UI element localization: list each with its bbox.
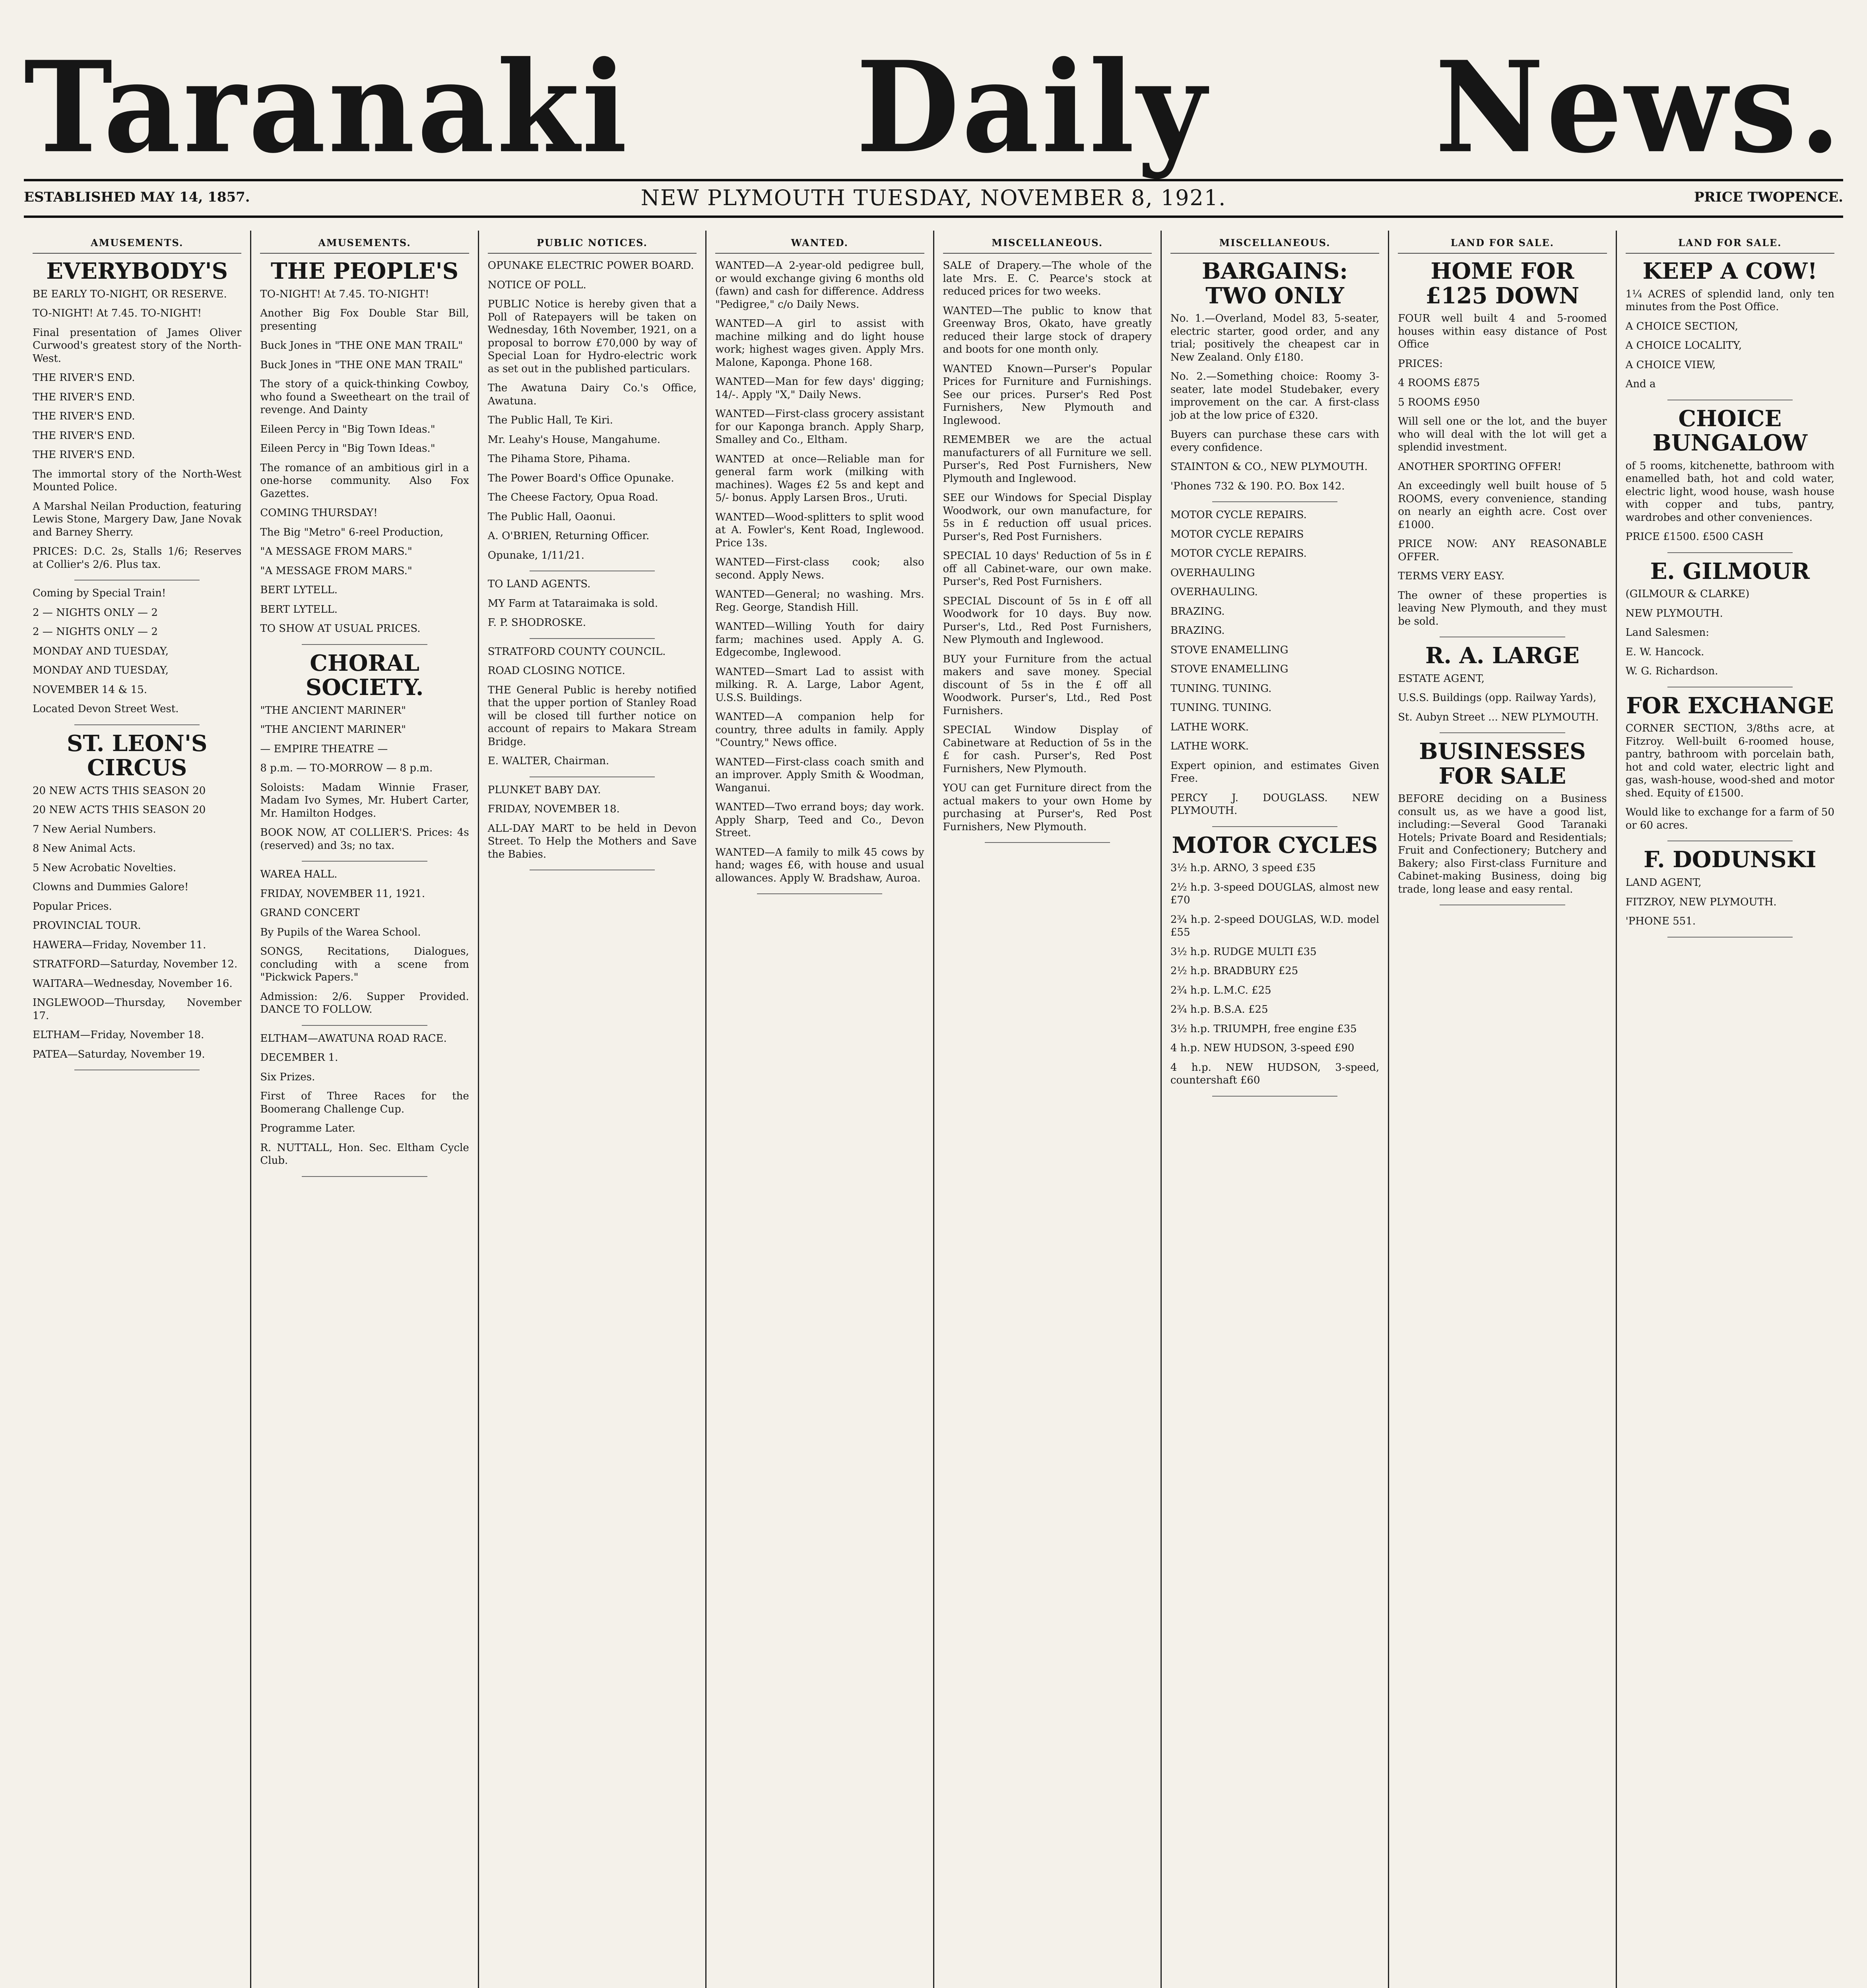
ad-line: WANTED—A family to milk 45 cows by hand; wages £6, with house and usual allowances. Apply W. Bradshaw, Auroa. <box>715 846 924 884</box>
ad-line: MONDAY AND TUESDAY, <box>33 645 169 657</box>
ad-line: 7 New Aerial Numbers. <box>33 823 156 835</box>
ad-line: Will sell one or the lot, and the buyer who will deal with the lot will get a splendid investment. <box>1398 415 1607 454</box>
newspaper-columns <box>24 231 1843 1988</box>
ad-line: NOTICE OF POLL. <box>487 279 586 291</box>
ad-line: THE General Public is hereby notified that the upper portion of Stanley Road will be closed till further notice on account of repairs to Makara Stream Bridge. <box>487 684 697 748</box>
ad-line: Opunake, 1/11/21. <box>487 549 584 561</box>
ad-line: The story of a quick-thinking Cowboy, who found a Sweetheart on the trail of revenge. And Dainty <box>260 378 469 416</box>
ad-separator <box>74 724 200 725</box>
ad-line: The Cheese Factory, Opua Road. <box>487 491 658 503</box>
column-4 <box>706 231 934 1988</box>
column-2 <box>251 231 479 1988</box>
ad-line: PRICE £1500. £500 CASH <box>1625 531 1764 543</box>
column-heading: PUBLIC NOTICES. <box>488 235 697 254</box>
ad-line: The Awatuna Dairy Co.'s Office, Awatuna. <box>487 382 697 407</box>
ad-line: First of Three Races for the Boomerang Challenge Cup. <box>260 1090 469 1115</box>
ad-line: The Public Hall, Te Kiri. <box>487 414 613 426</box>
ad-line: 8 p.m. — TO-MORROW — 8 p.m. <box>260 762 433 775</box>
ad-line: BEFORE deciding on a Business consult us, as we have a good list, including:—Several Good Taranaki Hotels; Private Board and Residentials; Fruit and Confectionery; Butchery and Bakery; also First-class Furniture and Cabinet-making Business, doing big trade, long lease and easy rental. <box>1398 793 1607 895</box>
ad-line: Clowns and Dummies Galore! <box>33 881 189 893</box>
ad-line: SPECIAL 10 days' Reduction of 5s in £ off all Cabinet-ware, our own make. Purser's, Red Post Furnishers. <box>943 550 1152 588</box>
ad-line: 'PHONE 551. <box>1625 915 1696 928</box>
ad-line: "THE ANCIENT MARINER" <box>260 724 406 736</box>
ad-block <box>1626 848 1834 928</box>
ad-line: Mr. Leahy's House, Mangahume. <box>487 433 660 446</box>
ad-line: OVERHAULING <box>1170 567 1255 579</box>
ad-headline: E. GILMOUR <box>1650 558 1810 584</box>
ad-line: TERMS VERY EASY. <box>1398 570 1505 582</box>
ad-line: PRICE NOW: ANY REASONABLE OFFER. <box>1398 538 1607 563</box>
ad-line: THE RIVER'S END. <box>33 429 135 442</box>
ad-line: WANTED—Smart Lad to assist with milking. R. A. Large, Labor Agent, U.S.S. Buildings. <box>715 666 924 704</box>
ad-line: MY Farm at Tataraimaka is sold. <box>487 597 658 610</box>
column-5 <box>934 231 1162 1988</box>
column-heading: AMUSEMENTS. <box>33 235 241 254</box>
ad-separator <box>302 861 427 862</box>
ad-line: 2 — NIGHTS ONLY — 2 <box>33 606 158 619</box>
ad-line: TO-NIGHT! At 7.45. TO-NIGHT! <box>260 288 429 300</box>
ad-line: NOVEMBER 14 & 15. <box>33 683 147 696</box>
ad-line: R. NUTTALL, Hon. Sec. Eltham Cycle Club. <box>260 1142 469 1167</box>
ad-separator <box>302 1025 427 1026</box>
ad-block <box>33 732 241 1061</box>
ad-line: A. O'BRIEN, Returning Officer. <box>487 530 650 542</box>
ad-line: The romance of an ambitious girl in a one-horse community. Also Fox Gazettes. <box>260 462 469 500</box>
ad-separator <box>1212 1096 1337 1097</box>
ad-line: "A MESSAGE FROM MARS." <box>260 565 412 577</box>
dateline <box>24 179 1843 218</box>
ad-line: The immortal story of the North-West Mounted Police. <box>33 468 242 493</box>
ad-separator <box>1212 501 1337 502</box>
ad-line: 20 NEW ACTS THIS SEASON 20 <box>33 804 206 816</box>
ad-block <box>260 868 469 1016</box>
ad-line: 4 h.p. NEW HUDSON, 3-speed £90 <box>1170 1042 1355 1054</box>
ad-line: THE RIVER'S END. <box>33 410 135 423</box>
ad-line: PUBLIC Notice is hereby given that a Poll of Ratepayers will be taken on Wednesday, 16th November, 1921, on a proposal to borrow £70,000 by way of Special Loan for Hydro-electric work as set out in the published particulars. <box>487 298 697 375</box>
ad-line: TUNING. TUNING. <box>1170 682 1272 695</box>
ad-line: WANTED—Wood-splitters to split wood at A. Fowler's, Kent Road, Inglewood. Price 13s. <box>715 511 924 549</box>
ad-line: PRICES: D.C. 2s, Stalls 1/6; Reserves at Collier's 2/6. Plus tax. <box>33 546 242 571</box>
ad-line: 20 NEW ACTS THIS SEASON 20 <box>33 784 206 797</box>
ad-line: 2½ h.p. 3-speed DOUGLAS, almost new £70 <box>1170 881 1380 907</box>
ad-line: BERT LYTELL. <box>260 603 338 615</box>
ad-line: The owner of these properties is leaving New Plymouth, and they must be sold. <box>1398 589 1607 627</box>
ad-line: ELTHAM—Friday, November 18. <box>33 1029 204 1041</box>
ad-line: BRAZING. <box>1170 625 1225 637</box>
ad-line: "A MESSAGE FROM MARS." <box>260 546 412 558</box>
ad-line: WANTED Known—Purser's Popular Prices for Furniture and Furnishings. See our prices. Purser's Red Post Furnishers, New Plymouth and Inglewood. <box>943 363 1152 427</box>
ad-block <box>1170 259 1379 493</box>
ad-line: A CHOICE SECTION, <box>1625 320 1738 332</box>
ad-block <box>33 587 241 716</box>
ad-line: SEE our Windows for Special Display Woodwork, our own manufacture, for 5s in £ reduction off usual prices. Purser's, Red Post Furnishers. <box>943 492 1152 543</box>
ad-separator <box>530 638 655 639</box>
ad-line: Six Prizes. <box>260 1071 315 1083</box>
ad-line: A Marshal Neilan Production, featuring Lewis Stone, Margery Daw, Jane Novak and Barney Sherry. <box>33 500 242 538</box>
ad-line: PATEA—Saturday, November 19. <box>33 1048 205 1060</box>
ad-line: FITZROY, NEW PLYMOUTH. <box>1625 896 1777 908</box>
ad-line: Eileen Percy in "Big Town Ideas." <box>260 423 435 435</box>
ad-line: 1¼ ACRES of splendid land, only ten minutes from the Post Office. <box>1625 288 1834 313</box>
ad-line: Final presentation of James Oliver Curwood's greatest story of the North-West. <box>33 326 242 365</box>
ad-line: STAINTON & CO., NEW PLYMOUTH. <box>1170 461 1368 473</box>
ad-line: E. W. Hancock. <box>1625 646 1704 658</box>
ad-line: STOVE ENAMELLING <box>1170 663 1289 676</box>
ad-line: STRATFORD—Saturday, November 12. <box>33 958 238 971</box>
ad-block <box>1626 559 1834 678</box>
ad-line: WANTED—The public to know that Greenway Bros, Okato, have greatly reduced their large stock of drapery and boots for one month only. <box>943 305 1152 355</box>
ad-line: WANTED—First-class cook; also second. Apply News. <box>715 556 924 581</box>
ad-block <box>488 578 697 629</box>
ad-line: ALL-DAY MART to be held in Devon Street. To Help the Mothers and Save the Babies. <box>487 822 697 860</box>
ad-line: MOTOR CYCLE REPAIRS. <box>1170 547 1307 560</box>
ad-separator <box>985 842 1110 843</box>
established-note: ESTABLISHED MAY 14, 1857. <box>24 189 250 205</box>
ad-line: STOVE ENAMELLING <box>1170 644 1289 656</box>
ad-line: MOTOR CYCLE REPAIRS. <box>1170 509 1307 521</box>
ad-line: An exceedingly well built house of 5 ROOMS, every convenience, standing on nearly an eighth acre. Cost over £1000. <box>1398 480 1607 531</box>
ad-line: 2¾ h.p. 2-speed DOUGLAS, W.D. model £55 <box>1170 913 1380 939</box>
ad-line: Coming by Special Train! <box>33 587 166 600</box>
ad-line: PROVINCIAL TOUR. <box>33 920 141 932</box>
ad-headline: F. DODUNSKI <box>1644 846 1817 873</box>
ad-line: WANTED—A girl to assist with machine milking and do light house work; highest wages given. Apply Mrs. Malone, Kaponga. Phone 168. <box>715 318 924 369</box>
ad-line: ROAD CLOSING NOTICE. <box>487 665 625 677</box>
ad-block <box>488 784 697 861</box>
ad-line: Buyers can purchase these cars with every confidence. <box>1170 429 1380 454</box>
ad-line: SPECIAL Discount of 5s in £ off all Woodwork for 10 days. Buy now. Purser's, Ltd., Red Post Furnishers, New Plymouth and Inglewood. <box>943 595 1152 646</box>
ad-block <box>488 645 697 768</box>
ad-line: Buck Jones in "THE ONE MAN TRAIL" <box>260 340 463 352</box>
ad-block <box>488 259 697 562</box>
ad-line: E. WALTER, Chairman. <box>487 755 609 767</box>
ad-line: SALE of Drapery.—The whole of the late Mrs. E. C. Pearce's stock at reduced prices for two weeks. <box>943 260 1152 297</box>
ad-line: U.S.S. Buildings (opp. Railway Yards), <box>1398 692 1597 704</box>
ad-line: PRICES: <box>1398 357 1443 370</box>
ad-line: 4 ROOMS £875 <box>1398 377 1480 389</box>
ad-line: Popular Prices. <box>33 900 112 912</box>
ad-line: ANOTHER SPORTING OFFER! <box>1398 460 1562 473</box>
ad-separator <box>1212 826 1337 827</box>
ad-line: Land Salesmen: <box>1625 627 1709 639</box>
ad-line: Admission: 2/6. Supper Provided. DANCE TO FOLLOW. <box>260 990 469 1016</box>
ad-block <box>1626 694 1834 832</box>
ad-line: 3½ h.p. ARNO, 3 speed £35 <box>1170 862 1316 874</box>
ad-line: And a <box>1625 378 1656 390</box>
ad-headline: MOTOR CYCLES <box>1172 832 1378 858</box>
ad-line: REMEMBER we are the actual manufacturers of all Furniture we sell. Purser's, Red Post Furnishers, New Plymouth and Inglewood. <box>943 434 1152 485</box>
ad-line: 3½ h.p. RUDGE MULTI £35 <box>1170 945 1317 958</box>
ad-line: The Pihama Store, Pihama. <box>487 453 631 465</box>
ad-line: THE RIVER'S END. <box>33 391 135 403</box>
title-word-2: Daily <box>856 33 1209 181</box>
ad-separator <box>302 1176 427 1177</box>
ad-line: 'Phones 732 & 190. P.O. Box 142. <box>1170 480 1345 492</box>
ad-headline: R. A. LARGE <box>1425 643 1580 669</box>
ad-line: WANTED—Man for few days' digging; 14/-. Apply "X," Daily News. <box>715 376 924 401</box>
column-heading: LAND FOR SALE. <box>1626 235 1834 254</box>
ad-line: 4 h.p. NEW HUDSON, 3-speed, countershaft £60 <box>1170 1061 1380 1087</box>
ad-line: MONDAY AND TUESDAY, <box>33 664 169 677</box>
ad-line: A CHOICE VIEW, <box>1625 359 1716 371</box>
ad-headline: KEEP A COW! <box>1642 258 1818 284</box>
ad-line: WANTED—A 2-year-old pedigree bull, or would exchange giving 6 months old (fawn) and cash for difference. Address "Pedigree," c/o Daily News. <box>715 260 924 311</box>
ad-line: THE RIVER'S END. <box>33 449 135 461</box>
ad-line: WANTED—Willing Youth for dairy farm; machines used. Apply A. G. Edgecombe, Inglewood. <box>715 621 924 658</box>
ad-line: — EMPIRE THEATRE — <box>260 743 388 755</box>
ad-line: WANTED at once—Reliable man for general farm work (milking with machines). Wages £2 5s and kept and 5/- bonus. Apply Larsen Bros., Uruti. <box>715 453 924 504</box>
ad-separator <box>1440 732 1565 733</box>
ad-line: CORNER SECTION, 3/8ths acre, at Fitzroy. Well-built 6-roomed house, pantry, bathroom with porcelain bath, hot and cold water, electric light and gas, wash-house, wood-shed and motor shed. Equity of £1500. <box>1625 722 1834 799</box>
ad-line: 5 ROOMS £950 <box>1398 396 1480 408</box>
ad-line: MOTOR CYCLE REPAIRS <box>1170 528 1304 540</box>
column-8 <box>1617 231 1843 1988</box>
column-1 <box>24 231 251 1988</box>
masthead <box>24 16 1843 181</box>
ad-line: "THE ANCIENT MARINER" <box>260 704 406 716</box>
ad-headline: FOR EXCHANGE <box>1626 692 1834 719</box>
ad-block <box>1626 259 1834 391</box>
ad-line: No. 2.—Something choice: Roomy 3-seater, late model Studebaker, every improvement on the car. A first-class job at the low price of £320. <box>1170 371 1380 421</box>
ad-block <box>715 259 924 885</box>
ad-line: WANTED—Two errand boys; day work. Apply Sharp, Teed and Co., Devon Street. <box>715 801 924 839</box>
column-heading: MISCELLANEOUS. <box>1170 235 1379 254</box>
ad-separator <box>1667 937 1793 938</box>
ad-block <box>260 651 469 852</box>
ad-line: BE EARLY TO-NIGHT, OR RESERVE. <box>33 288 227 300</box>
ad-line: 8 New Animal Acts. <box>33 843 136 855</box>
ad-headline: CHOICE BUNGALOW <box>1652 405 1808 456</box>
ad-line: Would like to exchange for a farm of 50 or 60 acres. <box>1625 806 1834 831</box>
ad-line: The Public Hall, Oaonui. <box>487 511 616 523</box>
ad-block <box>1398 259 1607 628</box>
ad-line: Located Devon Street West. <box>33 703 179 715</box>
ad-headline: THE PEOPLE'S <box>271 258 459 284</box>
ad-block <box>260 259 469 635</box>
ad-line: THE RIVER'S END. <box>33 372 135 384</box>
ad-line: (GILMOUR & CLARKE) <box>1625 588 1750 600</box>
ad-line: GRAND CONCERT <box>260 907 360 919</box>
ad-headline: HOME FOR £125 DOWN <box>1425 258 1580 309</box>
ad-line: STRATFORD COUNTY COUNCIL. <box>487 645 666 658</box>
ad-line: WAITARA—Wednesday, November 16. <box>33 977 233 990</box>
ad-separator <box>302 644 427 645</box>
ad-line: 3½ h.p. TRIUMPH, free engine £35 <box>1170 1023 1357 1035</box>
ad-block <box>260 1032 469 1167</box>
issue-date: NEW PLYMOUTH TUESDAY, NOVEMBER 8, 1921. <box>640 185 1227 210</box>
ad-line: No. 1.—Overland, Model 83, 5-seater, electric starter, good order, and any trial; positively the cheapest car in New Zealand. Only £180. <box>1170 313 1380 363</box>
ad-line: Programme Later. <box>260 1122 355 1135</box>
ad-line: FRIDAY, NOVEMBER 18. <box>487 803 620 815</box>
ad-line: 2½ h.p. BRADBURY £25 <box>1170 965 1298 977</box>
ad-line: PLUNKET BABY DAY. <box>487 784 601 796</box>
ad-line: The Power Board's Office Opunake. <box>487 472 674 484</box>
ad-line: ESTATE AGENT, <box>1398 672 1485 685</box>
ad-block <box>33 259 241 571</box>
ad-line: Expert opinion, and estimates Given Free. <box>1170 759 1380 785</box>
ad-line: TUNING. TUNING. <box>1170 702 1272 714</box>
ad-line: TO-NIGHT! At 7.45. TO-NIGHT! <box>33 307 202 320</box>
ad-line: F. P. SHODROSKE. <box>487 617 586 629</box>
ad-line: of 5 rooms, kitchenette, bathroom with enamelled bath, hot and cold water, electric light, wood house, wash house with copper and tubs, pantry, wardrobes and other conveniences. <box>1625 460 1834 524</box>
column-heading: MISCELLANEOUS. <box>943 235 1152 254</box>
column-heading: AMUSEMENTS. <box>260 235 469 254</box>
ad-line: 2 — NIGHTS ONLY — 2 <box>33 626 158 638</box>
ad-line: LATHE WORK. <box>1170 721 1249 733</box>
ad-line: 2¾ h.p. L.M.C. £25 <box>1170 984 1271 996</box>
ad-line: HAWERA—Friday, November 11. <box>33 939 206 951</box>
ad-line: Eileen Percy in "Big Town Ideas." <box>260 443 435 455</box>
ad-separator <box>757 893 882 894</box>
ad-line: WANTED—First-class coach smith and an improver. Apply Smith & Woodman, Wanganui. <box>715 756 924 794</box>
ad-line: SPECIAL Window Display of Cabinetware at Reduction of 5s in the £ for cash. Purser's, Red Post Furnishers, New Plymouth. <box>943 724 1152 775</box>
ad-headline: ST. LEON'S CIRCUS <box>66 730 208 781</box>
ad-line: YOU can get Furniture direct from the actual makers to your own Home by purchasing at Purser's, Red Post Furnishers, New Plymouth. <box>943 782 1152 833</box>
column-7 <box>1389 231 1617 1988</box>
title-word-1: Taranaki <box>24 33 630 181</box>
title-word-3: News. <box>1435 33 1843 181</box>
ad-line: BERT LYTELL. <box>260 584 338 596</box>
ad-line: OPUNAKE ELECTRIC POWER BOARD. <box>487 260 694 272</box>
ad-line: WANTED—General; no washing. Mrs. Reg. George, Standish Hill. <box>715 588 924 613</box>
ad-line: BRAZING. <box>1170 605 1225 617</box>
ad-line: WANTED—A companion help for country, three adults in family. Apply "Country," News office. <box>715 711 924 749</box>
ad-line: St. Aubyn Street ... NEW PLYMOUTH. <box>1398 711 1599 723</box>
ad-headline: EVERYBODY'S <box>46 258 228 284</box>
ad-line: PERCY J. DOUGLASS. NEW PLYMOUTH. <box>1170 792 1380 817</box>
column-heading: WANTED. <box>715 235 924 254</box>
ad-block <box>943 259 1152 833</box>
ad-line: BUY your Furniture from the actual makers and save money. Special discount of 5s in the £ off all Woodwork. Purser's, Ltd., Red Post Furnishers. <box>943 653 1152 717</box>
ad-line: The Big "Metro" 6-reel Production, <box>260 526 444 538</box>
ad-line: SONGS, Recitations, Dialogues, concluding with a scene from "Pickwick Papers." <box>260 945 469 984</box>
ad-line: DECEMBER 1. <box>260 1052 338 1064</box>
ad-line: WANTED—First-class grocery assistant for our Kaponga branch. Apply Sharp, Smalley and Co., Eltham. <box>715 408 924 446</box>
ad-headline: BARGAINS: TWO ONLY <box>1202 258 1348 309</box>
ad-line: By Pupils of the Warea School. <box>260 926 421 938</box>
ad-line: FRIDAY, NOVEMBER 11, 1921. <box>260 887 425 900</box>
ad-block <box>1398 740 1607 896</box>
ad-line: A CHOICE LOCALITY, <box>1625 340 1742 352</box>
price-note: PRICE TWOPENCE. <box>1694 189 1843 205</box>
ad-line: Buck Jones in "THE ONE MAN TRAIL" <box>260 359 463 371</box>
ad-line: INGLEWOOD—Thursday, November 17. <box>33 997 242 1022</box>
ad-line: LAND AGENT, <box>1625 877 1702 889</box>
ad-line: BOOK NOW, AT COLLIER'S. Prices: 4s (reserved) and 3s; no tax. <box>260 827 469 852</box>
ad-line: TO LAND AGENTS. <box>487 578 591 590</box>
ad-line: OVERHAULING. <box>1170 586 1258 598</box>
ad-line: WAREA HALL. <box>260 868 338 881</box>
ad-block <box>1170 833 1379 1087</box>
column-3 <box>479 231 706 1988</box>
ad-headline: CHORAL SOCIETY. <box>305 650 424 701</box>
column-6 <box>1162 231 1389 1988</box>
ad-block <box>1170 509 1379 817</box>
ad-line: Another Big Fox Double Star Bill, presenting <box>260 307 469 332</box>
ad-line: 5 New Acrobatic Novelties. <box>33 862 177 874</box>
ad-headline: BUSINESSES FOR SALE <box>1419 738 1586 789</box>
ad-separator <box>1667 552 1793 553</box>
ad-line: TO SHOW AT USUAL PRICES. <box>260 623 421 635</box>
ad-line: 2¾ h.p. B.S.A. £25 <box>1170 1004 1268 1016</box>
ad-line: ELTHAM—AWATUNA ROAD RACE. <box>260 1032 447 1044</box>
ad-line: LATHE WORK. <box>1170 740 1249 753</box>
ad-line: NEW PLYMOUTH. <box>1625 607 1723 619</box>
ad-line: W. G. Richardson. <box>1625 665 1718 678</box>
newspaper-title <box>24 16 1843 181</box>
column-heading: LAND FOR SALE. <box>1398 235 1607 254</box>
ad-block <box>1626 407 1834 544</box>
ad-line: COMING THURSDAY! <box>260 507 378 519</box>
ad-line: Soloists: Madam Winnie Fraser, Madam Ivo Symes, Mr. Hubert Carter, Mr. Hamilton Hodges. <box>260 781 469 819</box>
ad-line: FOUR well built 4 and 5-roomed houses within easy distance of Post Office <box>1398 313 1607 351</box>
ad-block <box>1398 644 1607 724</box>
